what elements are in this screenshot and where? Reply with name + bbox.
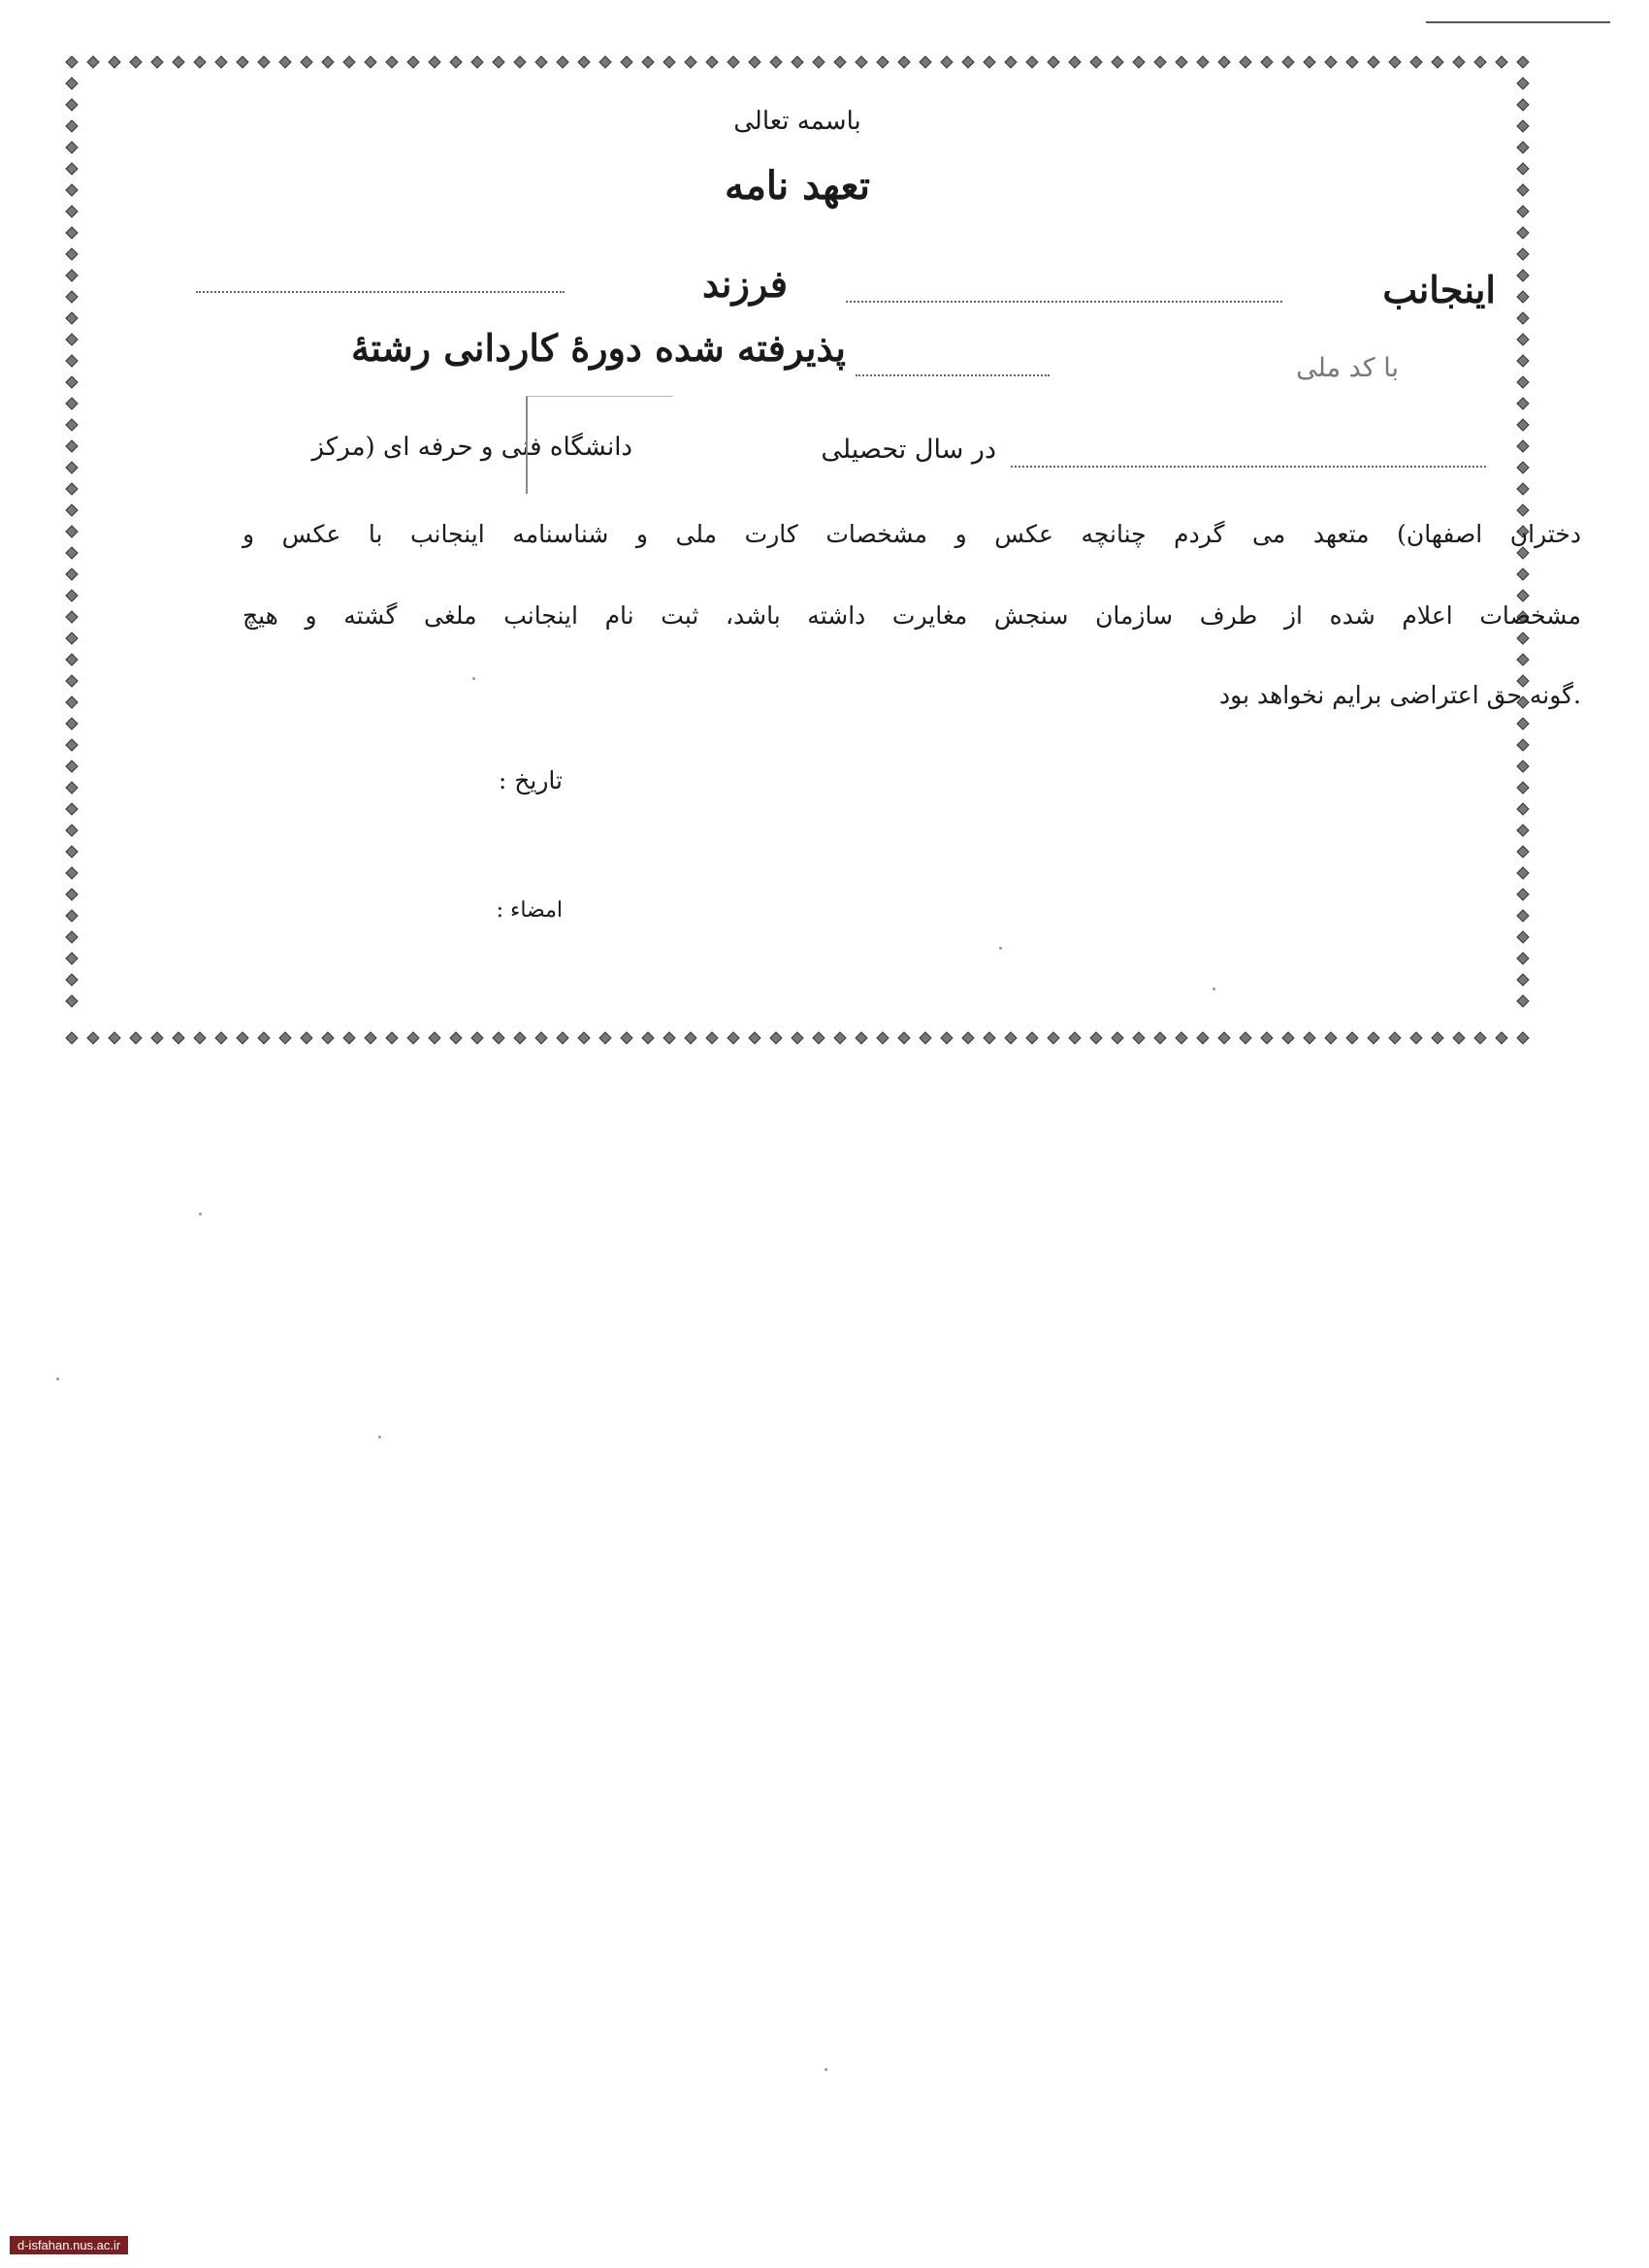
scan-speck	[56, 1377, 59, 1380]
scan-speck	[199, 1213, 202, 1215]
scan-speck	[378, 1436, 381, 1439]
scan-speck	[1212, 988, 1215, 990]
document-title: تعهد نامه	[725, 163, 870, 209]
bismillah-heading: باسمه تعالی	[733, 107, 861, 136]
label-applicant: اینجانب	[1382, 268, 1496, 311]
site-watermark: d-isfahan.nus.ac.ir	[10, 2236, 128, 2254]
paragraph-line-2: مشخصات اعلام شده از طرف سازمان سنجش مغایرت داشته باشد، ثبت نام اینجانب ملغی گشته و هیچ	[242, 601, 1581, 630]
signature-label: امضاء :	[496, 898, 563, 923]
father-name-field-line[interactable]	[196, 291, 565, 293]
form-content	[60, 50, 1535, 1050]
date-label: تاریخ :	[498, 766, 563, 794]
paragraph-line-1: دختران اصفهان) متعهد می گردم چنانچه عکس و مشخصات کارت ملی و شناسنامه اینجانب با عکس و	[242, 520, 1581, 548]
label-child-of: فرزند	[701, 262, 788, 306]
top-rule	[1426, 21, 1610, 23]
national-code-field-line[interactable]	[856, 374, 1050, 376]
scan-speck	[824, 2068, 827, 2071]
paragraph-line-3: گونه حق اعتراضی برایم نخواهد بود.	[1219, 681, 1581, 709]
label-academic-year: در سال تحصیلی	[821, 435, 996, 465]
scan-speck	[472, 677, 475, 680]
blank-box	[526, 396, 673, 494]
label-university: دانشگاه فنی و حرفه ای (مرکز	[311, 433, 632, 462]
label-national-code: با کد ملی	[1296, 353, 1399, 383]
field-of-study-line[interactable]	[1011, 466, 1486, 468]
label-accepted-program: پذیرفته شده دورهٔ کاردانی رشتهٔ	[351, 326, 846, 370]
name-field-line[interactable]	[846, 301, 1282, 303]
scan-speck	[999, 947, 1002, 950]
